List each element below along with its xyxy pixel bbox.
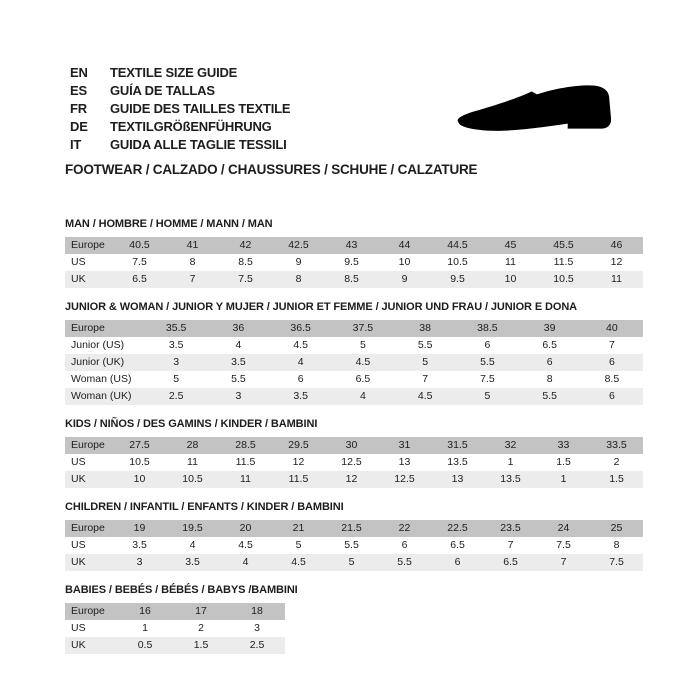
- language-text: GUÍA DE TALLAS: [110, 83, 215, 98]
- size-value: 10.5: [182, 473, 203, 485]
- size-value: 37.5: [352, 322, 374, 334]
- size-value: 3.5: [293, 390, 308, 402]
- size-table-section: [65, 218, 643, 288]
- size-value: 11.5: [288, 473, 309, 485]
- size-value: 22: [398, 522, 411, 534]
- size-value: 12.5: [341, 456, 362, 468]
- size-value: 30: [345, 439, 358, 451]
- size-value: 42: [239, 239, 252, 251]
- category-title: FOOTWEAR / CALZADO / CHAUSSURES / SCHUHE / CALZATURE: [65, 162, 478, 177]
- size-value: 23.5: [500, 522, 521, 534]
- size-value: 33.5: [606, 439, 627, 451]
- size-value: 9.5: [450, 273, 465, 285]
- size-table-section: [65, 501, 643, 571]
- size-value: 0.5: [137, 639, 153, 651]
- table-row: [65, 471, 643, 488]
- size-value: 7: [189, 273, 196, 285]
- size-value: 4: [235, 339, 242, 351]
- size-value: 40.5: [129, 239, 150, 251]
- size-table-title: JUNIOR & WOMAN / JUNIOR Y MUJER / JUNIOR ET FEMME / JUNIOR UND FRAU / JUNIOR E DONA: [65, 301, 578, 313]
- size-table-title: KIDS / NIÑOS / DES GAMINS / KINDER / BAMBINI: [65, 418, 318, 430]
- table-row: [65, 254, 643, 271]
- size-value: 7.5: [238, 273, 253, 285]
- language-row: [70, 118, 290, 136]
- size-value: 7: [608, 339, 615, 351]
- row-label: Junior (UK): [71, 356, 125, 368]
- row-label: US: [71, 539, 86, 551]
- size-value: 3: [136, 556, 143, 568]
- language-text: TEXTILGRÖßENFÜHRUNG: [110, 119, 272, 134]
- size-value: 7.5: [609, 556, 624, 568]
- size-table-section: [65, 301, 643, 405]
- size-value: 6: [608, 390, 615, 402]
- table-row: [65, 537, 643, 554]
- size-value: 9.5: [344, 256, 359, 268]
- size-value: 28: [186, 439, 199, 451]
- size-value: 22.5: [447, 522, 468, 534]
- size-value: 6: [401, 539, 408, 551]
- row-label: Woman (UK): [71, 390, 132, 402]
- shoe-icon: [448, 82, 628, 144]
- size-value: 1: [507, 456, 514, 468]
- row-label: Woman (US): [71, 373, 132, 385]
- size-value: 2: [613, 456, 620, 468]
- size-table: [65, 320, 643, 405]
- size-value: 1.5: [556, 456, 571, 468]
- size-value: 19: [133, 522, 146, 534]
- size-value: 6.5: [503, 556, 518, 568]
- row-label: Europe: [71, 322, 105, 334]
- size-value: 13.5: [500, 473, 521, 485]
- row-label: US: [71, 622, 86, 634]
- size-value: 19.5: [182, 522, 203, 534]
- size-value: 3.5: [132, 539, 147, 551]
- size-value: 18: [251, 605, 263, 617]
- size-value: 5.5: [542, 390, 557, 402]
- size-value: 11: [187, 456, 198, 468]
- row-label: UK: [71, 639, 86, 651]
- size-value: 7.5: [480, 373, 495, 385]
- size-value: 25: [610, 522, 623, 534]
- language-title-block: [70, 64, 290, 154]
- size-value: 3: [173, 356, 180, 368]
- size-value: 2.5: [168, 390, 184, 402]
- size-value: 33: [557, 439, 570, 451]
- size-value: 45.5: [553, 239, 574, 251]
- size-value: 7: [507, 539, 514, 551]
- table-row: [65, 354, 643, 371]
- size-value: 44: [398, 239, 411, 251]
- size-value: 36: [232, 322, 245, 334]
- size-value: 20: [239, 522, 252, 534]
- table-row: [65, 520, 643, 537]
- size-value: 7.5: [132, 256, 147, 268]
- size-value: 3: [235, 390, 242, 402]
- table-row: [65, 337, 643, 354]
- size-value: 8.5: [604, 373, 620, 385]
- size-value: 1.5: [609, 473, 624, 485]
- size-value: 10: [398, 256, 411, 268]
- size-table-title: CHILDREN / INFANTIL / ENFANTS / KINDER / BAMBINI: [65, 501, 344, 513]
- size-value: 6.5: [355, 373, 371, 385]
- size-value: 8.5: [344, 273, 359, 285]
- size-value: 9: [295, 256, 302, 268]
- size-value: 3.5: [168, 339, 184, 351]
- size-value: 38: [419, 322, 431, 334]
- size-value: 5.5: [480, 356, 495, 368]
- size-table: [65, 237, 643, 288]
- language-code: ES: [70, 83, 87, 98]
- language-row: [70, 82, 290, 100]
- size-value: 4: [297, 356, 304, 368]
- size-value: 13: [398, 456, 411, 468]
- size-value: 7: [422, 373, 429, 385]
- size-tables-container: [65, 218, 643, 667]
- table-row: [65, 603, 285, 620]
- size-table-section: [65, 584, 643, 654]
- row-label: Europe: [71, 439, 105, 451]
- row-label: Europe: [71, 522, 105, 534]
- size-value: 32: [504, 439, 517, 451]
- row-label: UK: [71, 273, 86, 285]
- size-value: 8.5: [238, 256, 253, 268]
- size-value: 6.5: [132, 273, 147, 285]
- language-text: GUIDE DES TAILLES TEXTILE: [110, 101, 291, 116]
- size-value: 5: [422, 356, 429, 368]
- size-value: 5.5: [397, 556, 412, 568]
- size-value: 3: [254, 622, 260, 634]
- size-value: 4.5: [417, 390, 433, 402]
- size-value: 12: [610, 256, 623, 268]
- size-value: 46: [610, 239, 623, 251]
- size-table: [65, 437, 643, 488]
- size-value: 4.5: [293, 339, 308, 351]
- size-value: 16: [139, 605, 151, 617]
- size-value: 28.5: [235, 439, 256, 451]
- language-code: DE: [70, 119, 88, 134]
- size-value: 11: [240, 473, 251, 485]
- size-value: 21.5: [341, 522, 362, 534]
- size-value: 12: [345, 473, 358, 485]
- size-value: 11: [611, 273, 622, 285]
- size-value: 4.5: [291, 556, 306, 568]
- size-value: 4: [189, 539, 196, 551]
- size-value: 5: [295, 539, 302, 551]
- table-row: [65, 237, 643, 254]
- size-value: 41: [186, 239, 199, 251]
- size-value: 44.5: [447, 239, 468, 251]
- size-value: 11.5: [553, 256, 574, 268]
- size-table: [65, 603, 285, 654]
- size-value: 6: [608, 356, 615, 368]
- language-text: GUIDA ALLE TAGLIE TESSILI: [110, 137, 287, 152]
- size-value: 12: [292, 456, 305, 468]
- language-row: [70, 64, 290, 82]
- size-value: 10.5: [553, 273, 574, 285]
- size-value: 17: [195, 605, 207, 617]
- language-code: EN: [70, 65, 88, 80]
- size-value: 10: [133, 473, 146, 485]
- size-value: 6: [297, 373, 304, 385]
- language-code: FR: [70, 101, 87, 116]
- size-value: 1: [560, 473, 567, 485]
- size-table-title: MAN / HOMBRE / HOMME / MANN / MAN: [65, 218, 273, 230]
- size-value: 8: [295, 273, 302, 285]
- row-label: Europe: [71, 605, 105, 617]
- size-value: 11.5: [235, 456, 256, 468]
- language-code: IT: [70, 137, 82, 152]
- size-table-title: BABIES / BEBÉS / BÉBÉS / BABYS /BAMBINI: [65, 584, 298, 596]
- table-row: [65, 437, 643, 454]
- row-label: UK: [71, 473, 86, 485]
- size-value: 7.5: [556, 539, 571, 551]
- size-value: 6.5: [450, 539, 465, 551]
- size-value: 3.5: [185, 556, 200, 568]
- size-value: 5.5: [344, 539, 359, 551]
- size-value: 4: [242, 556, 249, 568]
- size-value: 12.5: [394, 473, 415, 485]
- size-value: 9: [401, 273, 408, 285]
- table-row: [65, 620, 285, 637]
- size-value: 4.5: [355, 356, 371, 368]
- size-value: 6.5: [542, 339, 557, 351]
- size-value: 38.5: [477, 322, 498, 334]
- size-value: 10: [504, 273, 517, 285]
- size-value: 36.5: [290, 322, 311, 334]
- size-value: 29.5: [288, 439, 309, 451]
- size-value: 6: [454, 556, 461, 568]
- size-value: 1: [142, 622, 148, 634]
- size-value: 24: [557, 522, 570, 534]
- size-value: 35.5: [165, 322, 187, 334]
- size-value: 4: [359, 390, 366, 402]
- size-value: 6: [546, 356, 553, 368]
- size-value: 2.5: [249, 639, 265, 651]
- size-value: 10.5: [129, 456, 150, 468]
- language-row: [70, 136, 290, 154]
- size-value: 39: [543, 322, 556, 334]
- table-row: [65, 554, 643, 571]
- size-value: 5: [484, 390, 491, 402]
- row-label: US: [71, 456, 86, 468]
- size-value: 5: [359, 339, 366, 351]
- language-row: [70, 100, 290, 118]
- size-value: 3.5: [231, 356, 246, 368]
- size-value: 11: [505, 256, 516, 268]
- table-row: [65, 388, 643, 405]
- size-value: 8: [613, 539, 620, 551]
- size-value: 13.5: [447, 456, 468, 468]
- size-value: 5: [173, 373, 180, 385]
- row-label: UK: [71, 556, 86, 568]
- size-table-section: [65, 418, 643, 488]
- size-value: 31: [398, 439, 411, 451]
- size-value: 31.5: [447, 439, 468, 451]
- table-row: [65, 637, 285, 654]
- table-row: [65, 271, 643, 288]
- row-label: Europe: [71, 239, 105, 251]
- size-value: 27.5: [129, 439, 150, 451]
- size-value: 40: [606, 322, 618, 334]
- size-value: 2: [198, 622, 204, 634]
- language-text: TEXTILE SIZE GUIDE: [110, 65, 238, 80]
- size-value: 10.5: [447, 256, 468, 268]
- size-value: 5.5: [231, 373, 246, 385]
- row-label: Junior (US): [71, 339, 125, 351]
- table-row: [65, 371, 643, 388]
- table-row: [65, 320, 643, 337]
- size-value: 21: [292, 522, 305, 534]
- size-value: 4.5: [238, 539, 253, 551]
- size-value: 8: [189, 256, 196, 268]
- size-value: 5.5: [417, 339, 433, 351]
- size-value: 42.5: [288, 239, 309, 251]
- size-table: [65, 520, 643, 571]
- size-value: 43: [345, 239, 358, 251]
- size-value: 8: [546, 373, 553, 385]
- size-value: 13: [451, 473, 464, 485]
- table-row: [65, 454, 643, 471]
- size-value: 45: [504, 239, 517, 251]
- size-value: 6: [484, 339, 491, 351]
- size-value: 7: [560, 556, 567, 568]
- row-label: US: [71, 256, 86, 268]
- size-value: 1.5: [193, 639, 209, 651]
- size-value: 5: [348, 556, 355, 568]
